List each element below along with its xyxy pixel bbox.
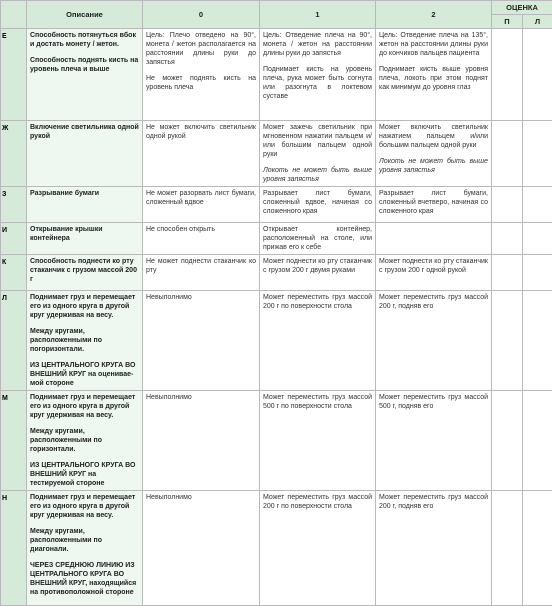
score-2-criteria — [376, 121, 492, 187]
score-0-criteria — [143, 223, 260, 255]
desc-paragraph: Поднимает груз и перемещает его из одного круга в другой круг удерживая на весу. — [30, 493, 139, 520]
task-code: М — [1, 391, 27, 491]
score-2-criteria — [376, 255, 492, 291]
task-description — [27, 223, 143, 255]
header-code — [1, 1, 27, 29]
desc-paragraph: Открывание крышки контейнера — [30, 225, 139, 243]
c1-paragraph: Может переместить груз массой 500 г по поверхности стола — [263, 393, 372, 411]
header-score-1: 1 — [260, 1, 376, 29]
score-2-criteria — [376, 223, 492, 255]
desc-paragraph: Разрывание бумаги — [30, 189, 139, 198]
rating-right-cell[interactable] — [492, 187, 523, 223]
rating-right-cell[interactable] — [492, 491, 523, 606]
score-2-criteria — [376, 391, 492, 491]
rating-left-cell[interactable] — [523, 291, 552, 391]
c1-paragraph: Локоть не может быть выше уровня запястья — [263, 166, 372, 184]
score-2-criteria — [376, 291, 492, 391]
task-code: К — [1, 255, 27, 291]
score-0-criteria — [143, 391, 260, 491]
table-row — [1, 187, 552, 223]
score-1-criteria — [260, 291, 376, 391]
task-description — [27, 187, 143, 223]
c1-paragraph: Цель: Отведение плеча на 90°, монета / жетон на расстоянии длины руки до запястья — [263, 31, 372, 58]
score-0-criteria — [143, 187, 260, 223]
task-description — [27, 121, 143, 187]
desc-paragraph: Включение светильника одной рукой — [30, 123, 139, 141]
rating-left-cell[interactable] — [523, 255, 552, 291]
c2-paragraph: Цель: Отведение плеча на 135°, жетон на расстоянии длины руки до кончиков пальцев пациента — [379, 31, 488, 58]
desc-paragraph: ИЗ ЦЕНТРАЛЬНОГО КРУГА ВО ВНЕШНИЙ КРУГ на оценивае-мой стороне — [30, 361, 139, 388]
score-2-criteria — [376, 187, 492, 223]
desc-paragraph: Способность поднять кисть на уровень плеча и выше — [30, 56, 139, 74]
score-0-criteria — [143, 255, 260, 291]
desc-paragraph: Между кругами, расположенными по погоризонтали. — [30, 327, 139, 354]
table-row — [1, 29, 552, 121]
task-description — [27, 29, 143, 121]
desc-paragraph: Между кругами, расположенными по диагонали. — [30, 527, 139, 554]
desc-paragraph: Способность поднести ко рту стаканчик с грузом массой 200 г — [30, 257, 139, 284]
task-description — [27, 291, 143, 391]
c0-paragraph: Не способен открыть — [146, 225, 256, 234]
score-0-criteria — [143, 491, 260, 606]
score-2-criteria — [376, 491, 492, 606]
rating-left-cell[interactable] — [523, 223, 552, 255]
rating-right-cell[interactable] — [492, 255, 523, 291]
desc-paragraph: Поднимает груз и перемещает его из одного круга в другой круг удерживая на весу. — [30, 393, 139, 420]
header-score-0: 0 — [143, 1, 260, 29]
desc-paragraph: ЧЕРЕЗ СРЕДНЮЮ ЛИНИЮ ИЗ ЦЕНТРАЛЬНОГО КРУГА ВО ВНЕШНИЙ КРУГ, находящийся на противоположной стороне — [30, 561, 139, 597]
header-score-2: 2 — [376, 1, 492, 29]
table-row — [1, 121, 552, 187]
score-1-criteria — [260, 29, 376, 121]
c1-paragraph: Может переместить груз массой 200 г по поверхности стола — [263, 293, 372, 311]
task-code: Н — [1, 491, 27, 606]
rating-right-cell[interactable] — [492, 391, 523, 491]
header-rating-right: П — [492, 15, 523, 29]
header-rating-left: Л — [523, 15, 552, 29]
c0-paragraph: Цель: Плечо отведено на 90°, монета / жетон располагается на расстоянии длины руки до запястья — [146, 31, 256, 67]
desc-paragraph: Между кругами, расположенными по горизонтали. — [30, 427, 139, 454]
c2-paragraph: Может переместить груз массой 200 г, подняв его — [379, 293, 488, 311]
rating-left-cell[interactable] — [523, 491, 552, 606]
c2-paragraph: Поднимает кисть выше уровня плеча, локоть при этом поднят как минимум до уровня глаз — [379, 65, 488, 92]
header-description: Описание — [27, 1, 143, 29]
table-row — [1, 255, 552, 291]
task-code: И — [1, 223, 27, 255]
desc-paragraph: Поднимает груз и перемещает его из одного круга в другой круг удерживая на весу. — [30, 293, 139, 320]
rating-right-cell[interactable] — [492, 223, 523, 255]
score-1-criteria — [260, 121, 376, 187]
rating-right-cell[interactable] — [492, 29, 523, 121]
table-row — [1, 391, 552, 491]
c1-paragraph: Открывает контейнер, расположенный на столе, или прижав его к себе — [263, 225, 372, 252]
c2-paragraph: Может поднести ко рту стаканчик с грузом 200 г одной рукой — [379, 257, 488, 275]
rating-left-cell[interactable] — [523, 29, 552, 121]
c1-paragraph: Разрывает лист бумаги, сложенный вдвое, начиная со сложенного края — [263, 189, 372, 216]
score-1-criteria — [260, 255, 376, 291]
rating-left-cell[interactable] — [523, 187, 552, 223]
header-rating: ОЦЕНКА — [492, 1, 552, 15]
task-code: З — [1, 187, 27, 223]
task-description — [27, 391, 143, 491]
c0-paragraph: Невыполнимо — [146, 293, 256, 302]
task-code: Л — [1, 291, 27, 391]
score-0-criteria — [143, 121, 260, 187]
c1-paragraph: Поднимает кисть на уровень плеча, рука может быть согнута или разогнута в локтевом суставе — [263, 65, 372, 101]
c2-paragraph: Может переместить груз массой 500 г, подняв его — [379, 393, 488, 411]
score-1-criteria — [260, 391, 376, 491]
c0-paragraph: Не может поднести стаканчик ко рту — [146, 257, 256, 275]
c0-paragraph: Не может разорвать лист бумаги, сложенный вдвое — [146, 189, 256, 207]
score-1-criteria — [260, 223, 376, 255]
task-description — [27, 491, 143, 606]
c2-paragraph: Может переместить груз массой 200 г, подняв его — [379, 493, 488, 511]
table-row — [1, 491, 552, 606]
c2-paragraph: Разрывает лист бумаги, сложенный вчетверо, начиная со сложенного края — [379, 189, 488, 216]
desc-paragraph: ИЗ ЦЕНТРАЛЬНОГО КРУГА ВО ВНЕШНИЙ КРУГ на тестируемой стороне — [30, 461, 139, 488]
rating-left-cell[interactable] — [523, 391, 552, 491]
c2-paragraph: Локоть не может быть выше уровня запястья — [379, 157, 488, 175]
table-row — [1, 291, 552, 391]
score-2-criteria — [376, 29, 492, 121]
rating-right-cell[interactable] — [492, 121, 523, 187]
c0-paragraph: Невыполнимо — [146, 393, 256, 402]
c0-paragraph: Невыполнимо — [146, 493, 256, 502]
score-1-criteria — [260, 187, 376, 223]
score-0-criteria — [143, 29, 260, 121]
c2-paragraph: Может включить светильник нажатием пальцем и/или большим пальцем одной руки — [379, 123, 488, 150]
score-1-criteria — [260, 491, 376, 606]
c1-paragraph: Может зажечь светильник при мгновенном нажатии пальцем и/или большим пальцем одной руки — [263, 123, 372, 159]
task-code: Ж — [1, 121, 27, 187]
c1-paragraph: Может переместить груз массой 200 г по поверхности стола — [263, 493, 372, 511]
score-0-criteria — [143, 291, 260, 391]
table-row — [1, 223, 552, 255]
desc-paragraph: Способность потянуться вбок и достать монету / жетон. — [30, 31, 139, 49]
rating-left-cell[interactable] — [523, 121, 552, 187]
task-description — [27, 255, 143, 291]
c0-paragraph: Не может поднять кисть на уровень плеча — [146, 74, 256, 92]
c0-paragraph: Не может включить светильник одной рукой — [146, 123, 256, 141]
c1-paragraph: Может поднести ко рту стаканчик с грузом 200 г двумя руками — [263, 257, 372, 275]
rating-right-cell[interactable] — [492, 291, 523, 391]
task-code: Е — [1, 29, 27, 121]
